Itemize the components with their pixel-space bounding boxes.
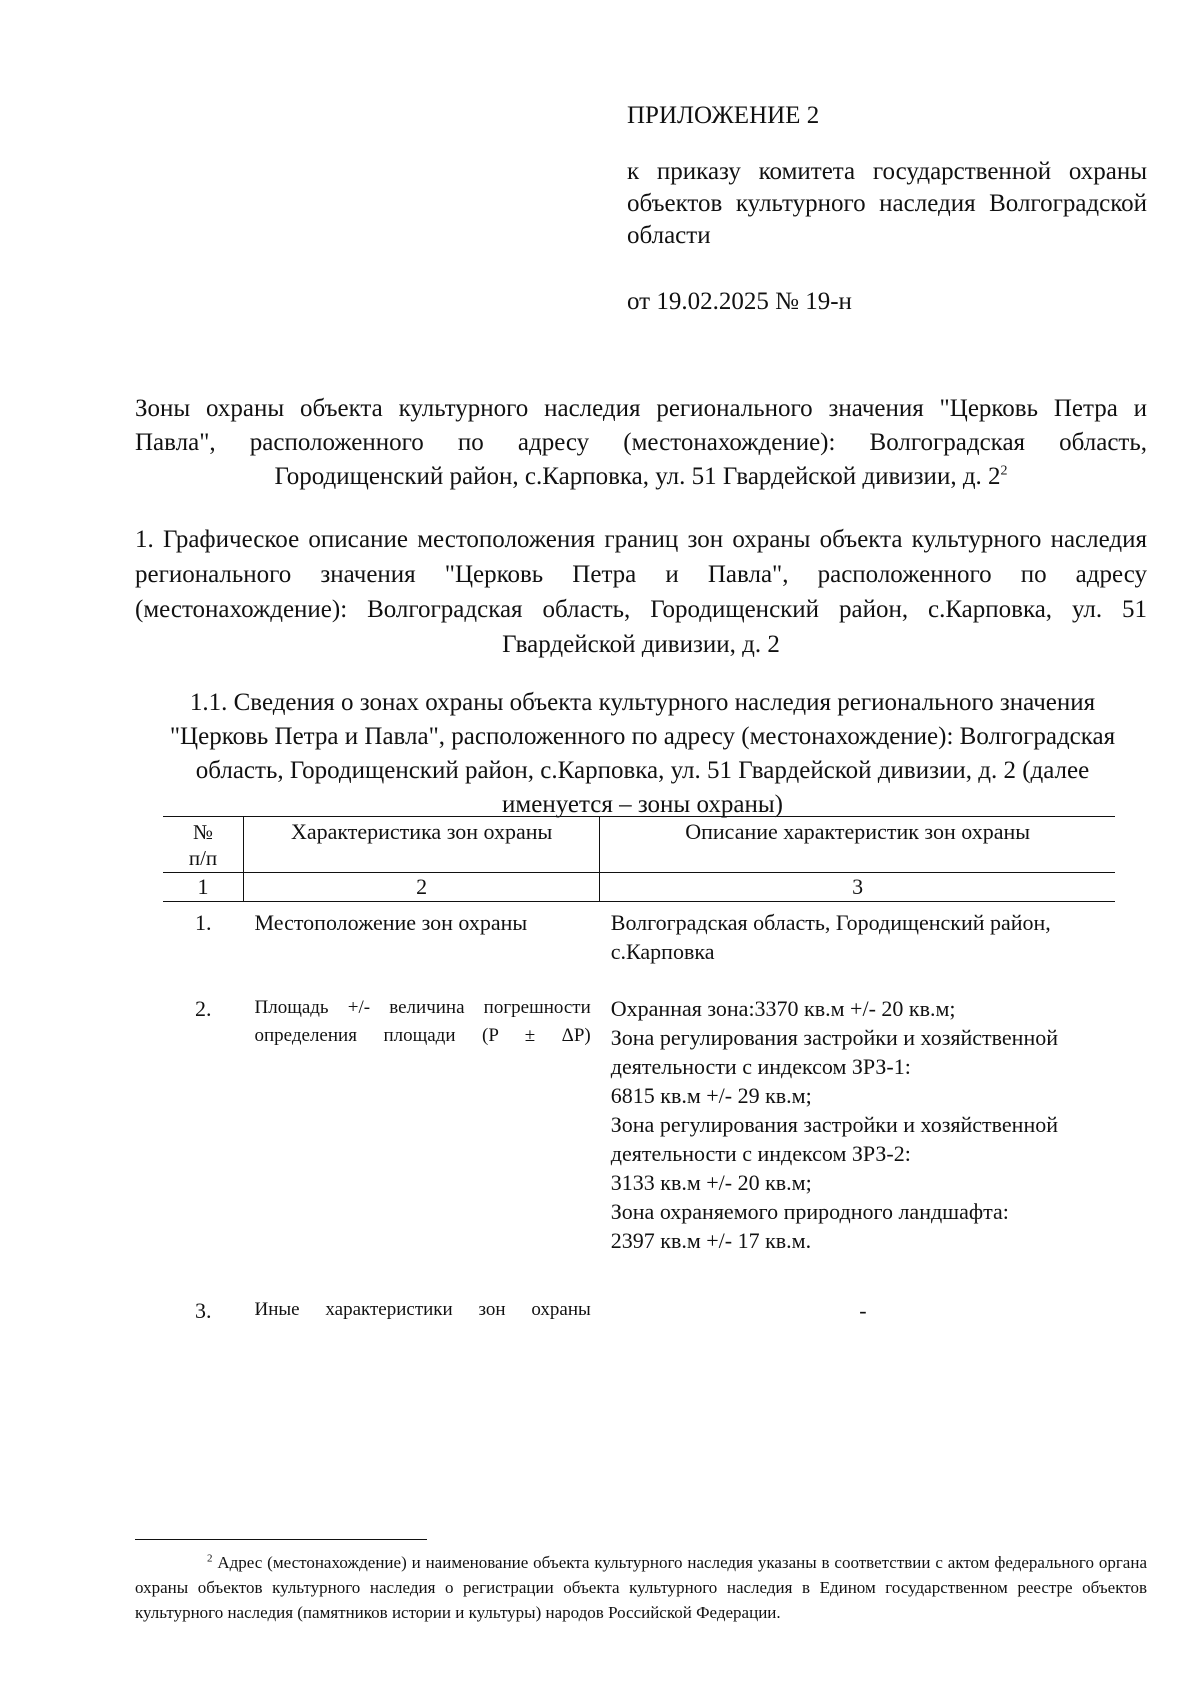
- row-characteristic-text: Площадь +/- величина погрешности определения площади (P ± ΔP): [254, 997, 591, 1046]
- row-characteristic: [244, 1290, 600, 1325]
- footnote-separator: [135, 1539, 427, 1540]
- column-number: 1: [163, 873, 244, 902]
- description-line: Зона регулирования застройки и хозяйственной: [610, 1112, 1059, 1137]
- footnote-mark: 2: [207, 1552, 213, 1565]
- footnote-text: Адрес (местонахождение) и наименование объекта культурного наследия указаны в соответствии с актом федерального органа охраны объектов культурного наследия о регистрации объекта культурного наследия в Едином государственном реестре объектов культурного наследия (памятников истории и культуры) народов Российской Федерации.: [135, 1553, 1147, 1622]
- footnote: [135, 1550, 1147, 1625]
- section-1-1-heading: 1.1. Сведения о зонах охраны объекта культурного наследия регионального значения "Церковь Петра и Павла", расположенного по адресу (местонахождение): Волгоградская область, Городищенский район, с.Карповка, ул. 51 Гвардейской дивизии, д. 2 (далее именуется – зоны охраны): [169, 689, 1116, 818]
- zones-table: [163, 816, 1115, 1325]
- table-row: [163, 988, 1115, 1290]
- description-line: 3133 кв.м +/- 20 кв.м;: [610, 1170, 812, 1195]
- header-number: [163, 817, 244, 873]
- column-number: 3: [600, 873, 1115, 902]
- description-line: деятельности с индексом ЗРЗ-2:: [610, 1141, 911, 1166]
- order-date: от 19.02.2025 № 19-н: [627, 288, 852, 315]
- description-line: 2397 кв.м +/- 17 кв.м.: [610, 1228, 812, 1253]
- table-header-row: [163, 817, 1115, 873]
- row-number: 2.: [195, 996, 212, 1021]
- description-line: деятельности с индексом ЗРЗ-1:: [610, 1054, 911, 1079]
- description-line: с.Карповка: [610, 939, 715, 964]
- document-title: [135, 392, 1147, 494]
- table-row: [163, 1290, 1115, 1325]
- order-reference: к приказу комитета государственной охраны объектов культурного наследия Волгоградской области: [627, 158, 1147, 249]
- appendix-title: ПРИЛОЖЕНИЕ 2: [627, 102, 820, 129]
- row-characteristic: Местоположение зон охраны: [254, 910, 528, 935]
- column-number-row: [163, 873, 1115, 902]
- document-title-text: Зоны охраны объекта культурного наследия регионального значения "Церковь Петра и Павла", расположенного по адресу (местонахождение): Волгоградская область, Городищенский район, с.Карповка, ул. 51 Гвардейской дивизии, д. 2: [135, 395, 1147, 490]
- row-number: 3.: [195, 1298, 212, 1323]
- header-number-line1: №: [192, 820, 214, 844]
- row-characteristic-text: Иные характеристики зон охраны: [254, 1299, 591, 1320]
- table-row: [163, 902, 1115, 989]
- row-number: 1.: [195, 910, 212, 935]
- appendix-header: [627, 100, 1147, 318]
- description-line: Зона регулирования застройки и хозяйственной: [610, 1025, 1059, 1050]
- description-line: 6815 кв.м +/- 29 кв.м;: [610, 1083, 812, 1108]
- description-line: Зона охраняемого природного ландшафта:: [610, 1199, 1009, 1224]
- section-1-heading: 1. Графическое описание местоположения границ зон охраны объекта культурного наследия регионального значения "Церковь Петра и Павла", расположенного по адресу (местонахождение): Волгоградская область, Городищенский район, с.Карповка, ул. 51 Гвардейской дивизии, д. 2: [135, 526, 1147, 658]
- header-description: Описание характеристик зон охраны: [600, 817, 1115, 873]
- row-description: [600, 988, 1115, 1290]
- row-description: [600, 1290, 1115, 1325]
- description-dash: -: [859, 1298, 867, 1323]
- header-characteristic: Характеристика зон охраны: [244, 817, 600, 873]
- row-description: [600, 902, 1115, 989]
- row-characteristic: [244, 988, 600, 1290]
- description-line: Волгоградская область, Городищенский район,: [610, 910, 1051, 935]
- header-number-line2: п/п: [188, 846, 218, 870]
- footnote-reference: 2: [1000, 463, 1008, 479]
- column-number: 2: [244, 873, 600, 902]
- description-line: Охранная зона:3370 кв.м +/- 20 кв.м;: [610, 996, 956, 1021]
